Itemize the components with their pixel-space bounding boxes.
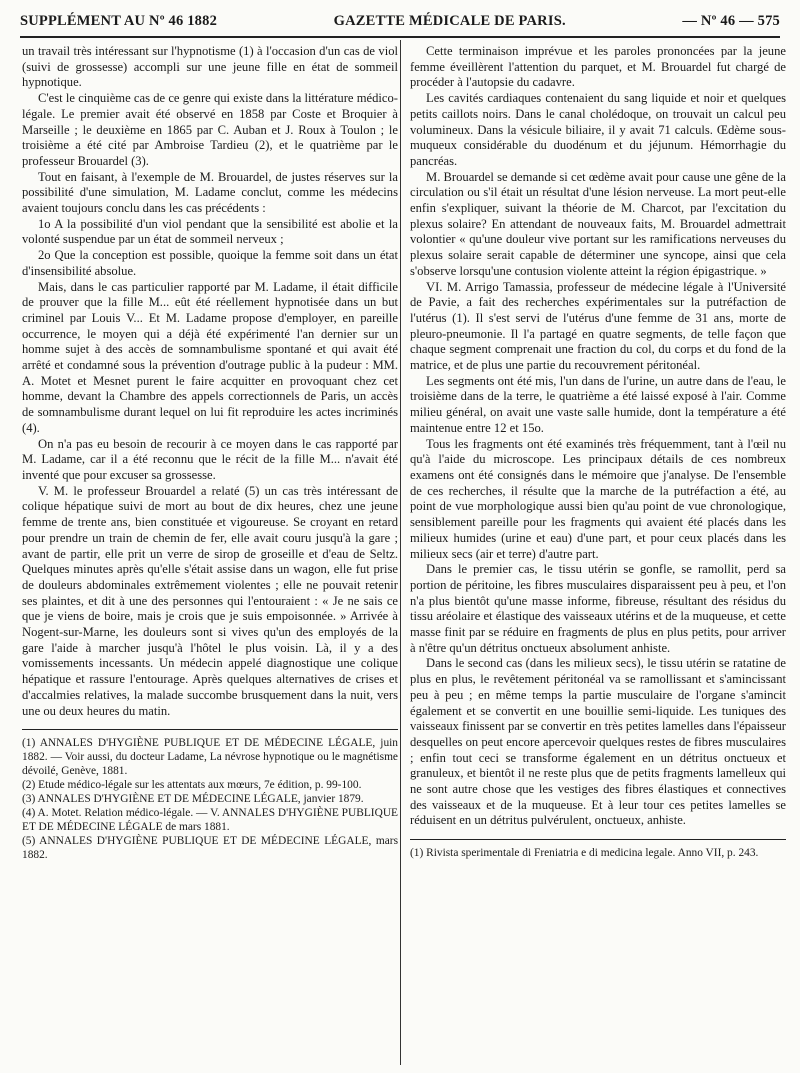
paragraph: 2o Que la conception est possible, quoique la femme soit dans un état d'insensibilité absolue. [22, 248, 398, 278]
paragraph: un travail très intéressant sur l'hypnotisme (1) à l'occasion d'un cas de viol (suivi de grossesse) accompli sur une jeune fille en état de sommeil hypnotique. [22, 44, 398, 90]
paragraph: Les cavités cardiaques contenaient du sang liquide et noir et quelques petits caillots noirs. Dans le canal cholédoque, on trouvait un calcul peu volumineux. Dans la vésicule biliaire, il y avait 71 calculs. Œdème sous-muqueux considérable du duodénum et du jéjunum. Hémorrhagie du pancréas. [410, 91, 786, 168]
footnote: (2) Etude médico-légale sur les attentats aux mœurs, 7e édition, p. 99-100. [22, 779, 362, 792]
paragraph: VI. M. Arrigo Tamassia, professeur de médecine légale à l'Université de Pavie, a fait des recherches expérimentales sur la putréfaction de l'utérus (1). Il s'est servi de l'utérus d'une femme de 31 ans, morte de pleuro-pneumonie. Il l'a partagé en quatre segments, de telle façon que chaque segment comprenait une fraction du col, du corps et du fond de la matrice, et de plus une partie du recouvrement péritonéal. [410, 279, 786, 373]
footnote: (3) ANNALES D'HYGIÈNE ET DE MÉDECINE LÉGALE, janvier 1879. [22, 793, 364, 806]
right-column [410, 44, 786, 860]
header-page-number: — Nº 46 — 575 [682, 12, 780, 29]
footnote-rule [410, 839, 786, 840]
paragraph: M. Brouardel se demande si cet œdème avait pour cause une gêne de la circulation ou s'il était un résultat d'une lésion nerveuse. La mort peut-elle enfin s'expliquer, suivant la théorie de M. Charcot, par l'excitation du plexus solaire? En attendant de nouveaux faits, M. Brouardel admettrait volontier « qu'une douleur vive portant sur les ramifications nerveuses du plexus solaire serait capable de déterminer une syncope, ainsi que cela s'observe lorsqu'une contusion violente atteint la région épigastrique. » [410, 169, 786, 278]
paragraph: 1o A la possibilité d'un viol pendant que la sensibilité est abolie et la volonté suspendue par un état de sommeil nerveux ; [22, 216, 398, 247]
column-divider [400, 40, 401, 1065]
footnote: (1) Rivista sperimentale di Freniatria e di medicina legale. Anno VII, p. 243. [410, 847, 759, 860]
footnote: (1) ANNALES D'HYGIÈNE PUBLIQUE ET DE MÉDECINE LÉGALE, juin 1882. — Voir aussi, du docteur Ladame, La névrose hypnotique ou le magnétisme dévoilé, Genève, 1881. [22, 737, 398, 778]
left-column [22, 44, 398, 862]
paragraph: C'est le cinquième cas de ce genre qui existe dans la littérature médico-légale. Le premier avait été observé en 1858 par Coste et Broquier à Marseille ; le deuxième en 1865 par C. Auban et J. Roux à Toulon ; le troisième a été cité par Ambroise Tardieu (2), et le quatrième par le professeur Brouardel (3). [22, 91, 398, 168]
paragraph: On n'a pas eu besoin de recourir à ce moyen dans le cas rapporté par M. Ladame, car il a été reconnu que le récit de la fille M... n'avait été inventé que pour excuser sa grossesse. [22, 436, 398, 482]
paragraph: V. M. le professeur Brouardel a relaté (5) un cas très intéressant de colique hépatique suivi de mort au bout de dix heures, chez une jeune femme de trente ans, bien constituée et vigoureuse. Se croyant en retard pour prendre un train de chemin de fer, elle avait couru jusqu'à la gare ; avant de partir, elle prit un verre de sirop de groseille et d'eau de Seltz. Quelques minutes après qu'elle s'était assise dans un wagon, elle fut prise de douleurs abdominales extrêmement violentes ; elle ne pouvait retenir ses plaintes, et dit à une des personnes qui l'entouraient : « Je ne sais ce que je viens de boire, mais je crois que je suis empoisonnée. » Arrivée à Nogent-sur-Marne, les douleurs sont si vives qu'un des employés de la gare l'aide à marcher jusqu'à l'hôtel le plus voisin. Là, il y a des vomissements incessants. Un médecin appelé diagnostique une colique hépatique et rassure l'entourage. Après quelques alternatives de crises et d'accalmies relatives, la malade succombe brusquement dans la nuit, vers une ou deux heures du matin. [22, 483, 398, 718]
footnote: (4) A. Motet. Relation médico-légale. — V. ANNALES D'HYGIÈNE PUBLIQUE ET DE MÉDECINE LÉGALE de mars 1881. [22, 807, 398, 834]
paragraph: Cette terminaison imprévue et les paroles prononcées par la jeune femme éveillèrent l'attention du parquet, et M. Brouardel fut chargé de procéder à l'autopsie du cadavre. [410, 44, 786, 90]
paragraph: Les segments ont été mis, l'un dans de l'urine, un autre dans de l'eau, le troisième dans de la terre, le quatrième a été laissé exposé à l'air. Comme milieu général, on avait une vaste salle humide, dont la température a été maintenue entre 12 et 15o. [410, 373, 786, 435]
footnote: (5) ANNALES D'HYGIÈNE PUBLIQUE ET DE MÉDECINE LÉGALE, mars 1882. [22, 835, 398, 862]
header-supplement: SUPPLÉMENT AU Nº 46 1882 [20, 12, 218, 29]
paragraph: Tout en faisant, à l'exemple de M. Brouardel, de justes réserves sur la possibilité d'une simulation, M. Ladame conclut, comme les médecins avaient toujours conclu dans les cas précédents : [22, 169, 398, 216]
paragraph: Mais, dans le cas particulier rapporté par M. Ladame, il était difficile de prouver que la fille M... eût été réellement hypnotisée dans un but criminel par Louis V... Et M. Ladame propose d'employer, en pareille occurrence, le moyen qui a déjà été expérimenté l'an dernier sur un homme sujet à des accès de somnambulisme spontané et qui avait été arrêté et condamné sous la prévention d'outrage public à la pudeur : MM. A. Motet et Mesnet purent le faire acquitter en provoquant chez cet homme, devant la Chambre des appels correctionnels de Paris, un accès de somnambulisme durant lequel on lui fit reproduire les actes incriminés (4). [22, 279, 398, 435]
header-journal-title: GAZETTE MÉDICALE DE PARIS. [333, 12, 566, 29]
paragraph: Dans le premier cas, le tissu utérin se gonfle, se ramollit, perd sa portion de péritoine, les fibres musculaires disparaissent peu à peu, et l'on n'a plus bientôt qu'une masse informe, fibreuse, résultant des résidus du tissu aréolaire et élastique des vaisseaux utérins et de la muqueuse, et cette masse finit par se réduire en fragments de plus en plus petits, pour arriver à n'être qu'un détritus onctueux absolument anhiste. [410, 562, 786, 655]
page-header [20, 8, 780, 34]
footnote-rule [22, 729, 398, 730]
paragraph: Dans le second cas (dans les milieux secs), le tissu utérin se ratatine de plus en plus, le revêtement péritonéal va se ramollissant et s'amincissant peu à peu ; en même temps la partie musculaire de l'organe s'amincit également et se convertit en une bouillie semi-liquide. Les tuniques des vaisseaux finissent par se convertir en très petites lamelles dans l'épaisseur desquelles on peut encore apercevoir quelques restes de fibres musculaires ; enfin tout ceci se transforme également en un détritus onctueux et granuleux, et bientôt il ne reste plus que de petits fragments lamelleux qui ne sont autre chose que les vestiges des fibres élastiques et connectives des vaisseaux et de la muqueuse. Et à leur tour ces petites lamelles se réduisent en un détritus pulvérulent, onctueux, anhiste. [410, 656, 786, 828]
header-rule [20, 36, 780, 38]
paragraph: Tous les fragments ont été examinés très fréquemment, tant à l'œil nu qu'à l'aide du microscope. Les principaux détails de ces nombreux examens ont été consignés dans le mémoire que j'analyse. De l'ensemble de ces recherches, il résulte que la marche de la putréfaction a été, au point de vue morphologique aussi bien qu'au point de vue chronologique, sensiblement pareille pour les fragments qui avaient été placés dans les milieux humides (urine et eau) d'une part, et pour ceux placés dans les milieux secs (air et terre) d'autre part. [410, 436, 786, 561]
